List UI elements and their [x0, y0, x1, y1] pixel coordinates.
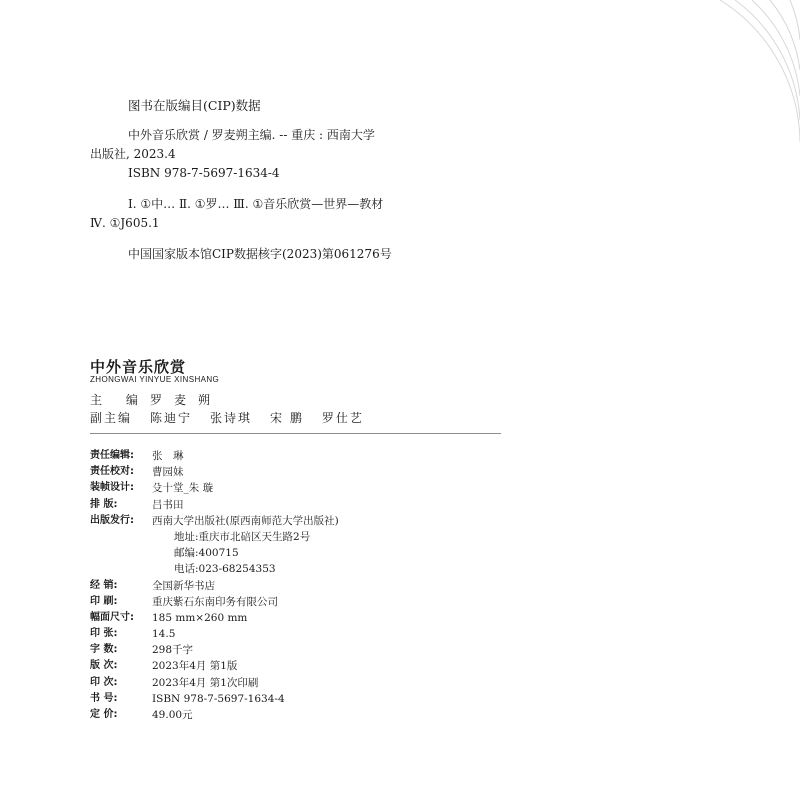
cip-number: 中国国家版本馆CIP数据核字(2023)第061276号	[128, 247, 392, 261]
info-row	[90, 545, 339, 561]
info-value: 49.00元	[152, 709, 193, 721]
info-value: 重庆紫石东南印务有限公司	[152, 595, 278, 608]
divider	[90, 433, 501, 434]
info-row	[90, 578, 339, 594]
info-value: 全国新华书店	[152, 579, 215, 592]
info-row	[90, 594, 339, 610]
info-value: 电话:023-68254353	[174, 563, 276, 576]
deputy-editor-name: 宋 鹏	[270, 411, 304, 425]
info-key: 字 数:	[90, 644, 118, 656]
info-value: 西南大学出版社(原西南师范大学出版社)	[152, 514, 339, 527]
deputy-editor-name: 张诗琪	[210, 411, 253, 425]
info-key: 经 销:	[90, 579, 118, 591]
info-key: 责任编辑:	[90, 450, 134, 461]
info-row	[90, 626, 339, 642]
info-row	[90, 464, 339, 480]
info-value: 邮编:400715	[174, 547, 239, 560]
info-key: 版 次:	[90, 660, 118, 672]
info-row	[90, 480, 339, 496]
info-key	[90, 545, 174, 561]
info-key: 书 号:	[90, 692, 118, 704]
info-value: 地址:重庆市北碚区天生路2号	[174, 530, 311, 543]
info-value: 185 mm×260 mm	[152, 611, 248, 624]
info-value: 2023年4月 第1版	[152, 660, 238, 673]
info-value: 曹园妹	[152, 466, 184, 479]
info-value: 张 琳	[152, 450, 184, 462]
cip-line: Ⅰ. ①中… Ⅱ. ①罗… Ⅲ. ①音乐欣赏—世界—教材	[128, 197, 384, 211]
info-row	[90, 513, 339, 529]
info-key	[90, 529, 174, 545]
book-title: 中外音乐欣赏	[90, 358, 187, 376]
info-key: 定 价:	[90, 709, 118, 720]
chief-editor-label: 主 编	[90, 393, 148, 407]
info-value: 吕书田	[152, 498, 184, 511]
info-value: 殳十堂_朱 璇	[152, 482, 214, 495]
info-row	[90, 529, 339, 545]
chief-editor-row	[90, 391, 240, 408]
info-row	[90, 642, 339, 658]
info-value: 14.5	[152, 628, 176, 641]
info-value: ISBN 978-7-5697-1634-4	[152, 692, 285, 705]
info-key: 印 次:	[90, 676, 118, 688]
info-key: 印 张:	[90, 628, 118, 640]
info-value: 298千字	[152, 644, 194, 657]
cip-record	[90, 126, 470, 264]
cip-line: 出版社, 2023.4	[90, 147, 176, 161]
info-row	[90, 448, 339, 464]
cip-line: Ⅳ. ①J605.1	[90, 216, 160, 230]
cip-line: 中外音乐欣赏 / 罗麦朔主编. -- 重庆 : 西南大学	[128, 128, 375, 142]
info-key: 印 刷:	[90, 595, 118, 607]
info-key: 装帧设计:	[90, 482, 134, 494]
info-row	[90, 561, 339, 577]
book-pinyin: ZHONGWAI YINYUE XINSHANG	[90, 375, 220, 384]
cip-title: 图书在版编目(CIP)数据	[128, 98, 261, 113]
deputy-editor-label: 副主编	[90, 411, 133, 425]
info-key: 责任校对:	[90, 466, 134, 478]
info-row	[90, 610, 339, 626]
cip-line: ISBN 978-7-5697-1634-4	[128, 166, 280, 180]
info-key: 出版发行:	[90, 514, 134, 526]
info-key	[90, 561, 174, 577]
info-row	[90, 675, 339, 691]
info-value: 2023年4月 第1次印刷	[152, 676, 259, 689]
info-row	[90, 691, 339, 707]
deputy-editor-row	[90, 409, 382, 426]
deputy-editor-name: 罗仕艺	[321, 411, 364, 425]
info-row	[90, 707, 339, 723]
chief-editor-name: 罗麦朔	[150, 393, 223, 407]
publication-info	[90, 448, 339, 723]
info-row	[90, 497, 339, 513]
info-key: 排 版:	[90, 498, 118, 510]
deputy-editor-name: 陈迪宁	[150, 411, 193, 425]
info-key: 幅面尺寸:	[90, 611, 134, 623]
info-row	[90, 658, 339, 674]
